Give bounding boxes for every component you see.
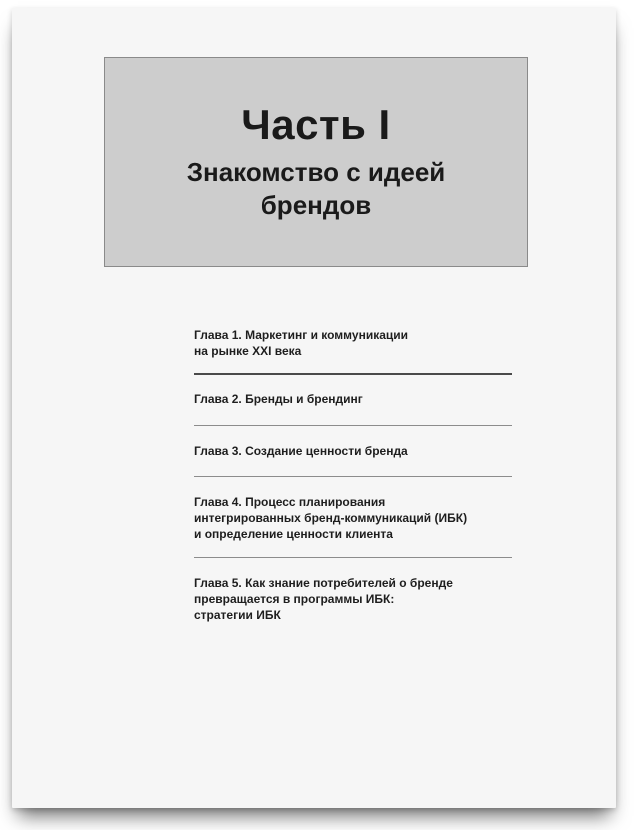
chapter-5-line-1: Глава 5. Как знание потребителей о бренде	[194, 576, 453, 590]
chapter-divider	[194, 557, 512, 558]
page-shadow	[36, 804, 592, 818]
chapter-5-line-2: превращается в программы ИБК:	[194, 592, 395, 606]
part-title-box	[104, 57, 528, 267]
chapter-2-line-1: Глава 2. Бренды и брендинг	[194, 392, 363, 406]
part-subtitle-line-2: брендов	[260, 190, 372, 220]
chapter-list	[194, 327, 512, 623]
book-page	[12, 8, 616, 808]
chapter-5	[194, 575, 512, 623]
chapter-1	[194, 327, 512, 359]
part-subtitle	[146, 156, 486, 222]
chapter-5-line-3: стратегии ИБК	[194, 608, 281, 622]
chapter-1-line-1: Глава 1. Маркетинг и коммуникации	[194, 328, 409, 342]
chapter-4	[194, 494, 512, 542]
chapter-divider	[194, 425, 512, 426]
chapter-3	[194, 443, 512, 459]
chapter-2	[194, 391, 512, 407]
chapter-4-line-1: Глава 4. Процесс планирования	[194, 495, 386, 509]
part-subtitle-line-1: Знакомство с идеей	[186, 157, 446, 187]
chapter-divider	[194, 373, 512, 375]
part-title: Часть I	[241, 101, 391, 148]
chapter-1-line-2: на рынке XXI века	[194, 344, 302, 358]
chapter-3-line-1: Глава 3. Создание ценности бренда	[194, 444, 408, 458]
chapter-divider	[194, 476, 512, 477]
chapter-4-line-3: и определение ценности клиента	[194, 527, 393, 541]
chapter-4-line-2: интегрированных бренд-коммуникаций (ИБК)	[194, 511, 468, 525]
